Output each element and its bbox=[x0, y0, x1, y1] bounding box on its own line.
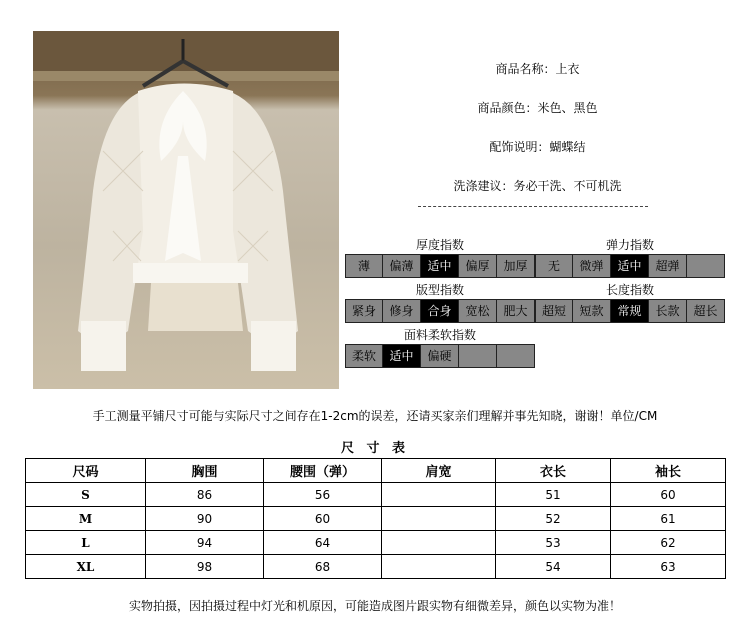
thickness-option: 薄 bbox=[345, 255, 383, 277]
fit-option: 肥大 bbox=[497, 300, 535, 322]
elasticity-option-selected: 适中 bbox=[611, 255, 649, 277]
fit-option-selected: 合身 bbox=[421, 300, 459, 322]
table-row bbox=[26, 555, 726, 579]
softness-option: 柔软 bbox=[345, 345, 383, 367]
size-cell: XL bbox=[26, 555, 146, 579]
size-table-title: 尺 寸 表 bbox=[340, 441, 410, 456]
length-cell: 52 bbox=[496, 507, 611, 531]
length-index bbox=[535, 299, 725, 323]
product-name: 商品名称：上衣 bbox=[495, 62, 580, 76]
waist-cell: 56 bbox=[264, 483, 382, 507]
length-option: 短款 bbox=[573, 300, 611, 322]
waist-cell: 64 bbox=[264, 531, 382, 555]
length-option-selected: 常规 bbox=[611, 300, 649, 322]
elasticity-option: 无 bbox=[535, 255, 573, 277]
softness-option-selected: 适中 bbox=[383, 345, 421, 367]
length-cell: 51 bbox=[496, 483, 611, 507]
fit-index-title: 版型指数 bbox=[415, 283, 464, 297]
sleeve-cell: 60 bbox=[611, 483, 726, 507]
softness-index-title: 面料柔软指数 bbox=[403, 328, 476, 342]
sleeve-cell: 61 bbox=[611, 507, 726, 531]
table-row bbox=[26, 483, 726, 507]
softness-index bbox=[345, 344, 535, 368]
elasticity-option-empty bbox=[687, 255, 725, 277]
sleeve-cell: 62 bbox=[611, 531, 726, 555]
length-option: 超长 bbox=[687, 300, 725, 322]
size-cell: S bbox=[26, 483, 146, 507]
footer-note: 实物拍摄，因拍摄过程中灯光和机原因，可能造成图片跟实物有细微差异，颜色以实物为准！ bbox=[128, 599, 621, 613]
fit-option: 宽松 bbox=[459, 300, 497, 322]
length-cell: 54 bbox=[496, 555, 611, 579]
fit-option: 修身 bbox=[383, 300, 421, 322]
length-option: 长款 bbox=[649, 300, 687, 322]
shoulder-cell bbox=[382, 531, 496, 555]
bust-cell: 86 bbox=[146, 483, 264, 507]
header-bust: 胸围 bbox=[146, 459, 264, 483]
accessory-note: 配饰说明：蝴蝶结 bbox=[489, 140, 586, 154]
thickness-index-title: 厚度指数 bbox=[415, 238, 464, 252]
shoulder-cell bbox=[382, 555, 496, 579]
shoulder-cell bbox=[382, 483, 496, 507]
thickness-option: 加厚 bbox=[497, 255, 535, 277]
product-photo bbox=[33, 31, 339, 389]
bust-cell: 94 bbox=[146, 531, 264, 555]
elasticity-index bbox=[535, 254, 725, 278]
divider bbox=[418, 206, 648, 207]
fit-option: 紧身 bbox=[345, 300, 383, 322]
elasticity-option: 微弹 bbox=[573, 255, 611, 277]
softness-option-empty bbox=[497, 345, 535, 367]
length-option: 超短 bbox=[535, 300, 573, 322]
bust-cell: 90 bbox=[146, 507, 264, 531]
header-size: 尺码 bbox=[26, 459, 146, 483]
waist-cell: 68 bbox=[264, 555, 382, 579]
size-table-header-row bbox=[26, 459, 726, 483]
header-length: 衣长 bbox=[496, 459, 611, 483]
softness-option: 偏硬 bbox=[421, 345, 459, 367]
thickness-index bbox=[345, 254, 535, 278]
bust-cell: 98 bbox=[146, 555, 264, 579]
measurement-note: 手工测量平铺尺寸可能与实际尺寸之间存在1-2cm的误差，还请买家亲们理解并事先知晓，谢谢！单位/CM bbox=[92, 409, 658, 423]
elasticity-index-title: 弹力指数 bbox=[605, 238, 654, 252]
header-shoulder: 肩宽 bbox=[382, 459, 496, 483]
header-sleeve: 袖长 bbox=[611, 459, 726, 483]
waist-cell: 60 bbox=[264, 507, 382, 531]
wash-instructions: 洗涤建议：务必干洗、不可机洗 bbox=[453, 179, 622, 193]
product-color: 商品颜色：米色、黑色 bbox=[477, 101, 598, 115]
size-cell: M bbox=[26, 507, 146, 531]
fit-index bbox=[345, 299, 535, 323]
elasticity-option: 超弹 bbox=[649, 255, 687, 277]
thickness-option: 偏厚 bbox=[459, 255, 497, 277]
shoulder-cell bbox=[382, 507, 496, 531]
table-row bbox=[26, 531, 726, 555]
sleeve-cell: 63 bbox=[611, 555, 726, 579]
length-cell: 53 bbox=[496, 531, 611, 555]
thickness-option: 偏薄 bbox=[383, 255, 421, 277]
thickness-option-selected: 适中 bbox=[421, 255, 459, 277]
table-row bbox=[26, 507, 726, 531]
length-index-title: 长度指数 bbox=[605, 283, 654, 297]
softness-option-empty bbox=[459, 345, 497, 367]
header-waist: 腰围（弹） bbox=[264, 459, 382, 483]
size-table bbox=[25, 458, 726, 579]
size-cell: L bbox=[26, 531, 146, 555]
